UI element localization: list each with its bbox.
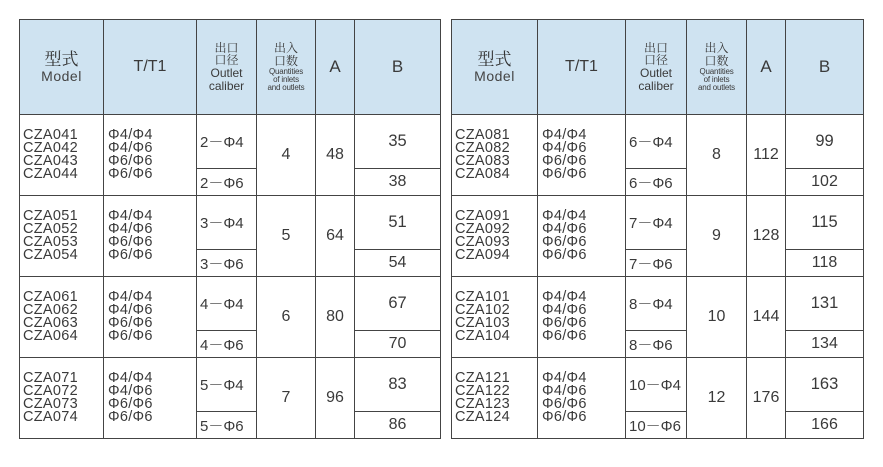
header-b: B	[355, 20, 441, 115]
model-code: CZA092	[455, 221, 510, 237]
tt-value: Φ6/Φ6	[108, 234, 153, 250]
model-code: CZA102	[455, 302, 510, 318]
quantity-cell: 5	[257, 196, 316, 277]
tt-value: Φ6/Φ6	[108, 153, 153, 169]
tt-value: Φ6/Φ6	[542, 153, 587, 169]
model-cell	[452, 115, 538, 196]
table-row	[452, 196, 864, 250]
quantity-cell: 7	[257, 358, 316, 439]
header-b: B	[786, 20, 864, 115]
tt-value: Φ6/Φ6	[542, 166, 587, 182]
outlet-caliber-cell: 4－Φ6	[197, 331, 257, 358]
model-code: CZA054	[23, 247, 78, 263]
tt-cell	[104, 358, 197, 439]
tt-value: Φ6/Φ6	[108, 409, 153, 425]
model-code: CZA103	[455, 315, 510, 331]
model-code: CZA091	[455, 208, 510, 224]
tt-value: Φ4/Φ4	[108, 370, 153, 386]
model-cell	[452, 196, 538, 277]
model-code: CZA062	[23, 302, 78, 318]
model-code: CZA044	[23, 166, 78, 182]
tt-value: Φ4/Φ6	[108, 383, 153, 399]
header-a: A	[316, 20, 355, 115]
b-cell: 118	[786, 250, 864, 277]
outlet-caliber-cell: 7－Φ4	[626, 196, 687, 250]
b-cell: 166	[786, 412, 864, 439]
model-cell	[20, 115, 104, 196]
header-quantities: 出入 口数 Quantities of inlets and outlets	[687, 20, 747, 115]
quantity-cell: 9	[687, 196, 747, 277]
b-cell: 67	[355, 277, 441, 331]
tt-value: Φ4/Φ4	[108, 208, 153, 224]
tt-value: Φ6/Φ6	[542, 234, 587, 250]
tt-value: Φ6/Φ6	[542, 328, 587, 344]
b-cell: 134	[786, 331, 864, 358]
model-code: CZA041	[23, 127, 78, 143]
model-code: CZA104	[455, 328, 510, 344]
tt-value: Φ6/Φ6	[108, 247, 153, 263]
model-code: CZA063	[23, 315, 78, 331]
header-outlet-caliber: 出口 口径 Outlet caliber	[197, 20, 257, 115]
table-row	[20, 115, 441, 169]
tt-cell	[104, 115, 197, 196]
outlet-caliber-cell: 10－Φ6	[626, 412, 687, 439]
tt-value: Φ4/Φ4	[542, 370, 587, 386]
tt-cell	[104, 196, 197, 277]
tt-cell	[538, 277, 626, 358]
quantity-cell: 4	[257, 115, 316, 196]
table-row	[452, 115, 864, 169]
tt-value: Φ4/Φ6	[108, 302, 153, 318]
tt-value: Φ6/Φ6	[542, 247, 587, 263]
model-code: CZA042	[23, 140, 78, 156]
model-code: CZA083	[455, 153, 510, 169]
tt-value: Φ4/Φ6	[108, 140, 153, 156]
a-cell: 128	[747, 196, 786, 277]
a-cell: 96	[316, 358, 355, 439]
outlet-caliber-cell: 8－Φ6	[626, 331, 687, 358]
tt-value: Φ4/Φ4	[542, 127, 587, 143]
tt-value: Φ4/Φ6	[542, 383, 587, 399]
outlet-caliber-cell: 3－Φ4	[197, 196, 257, 250]
model-cell	[452, 277, 538, 358]
a-cell: 64	[316, 196, 355, 277]
table-row	[20, 358, 441, 412]
header-model: 型式 Model	[452, 20, 538, 115]
tt-value: Φ6/Φ6	[542, 315, 587, 331]
model-code: CZA093	[455, 234, 510, 250]
tt-value: Φ4/Φ6	[542, 221, 587, 237]
outlet-caliber-cell: 5－Φ6	[197, 412, 257, 439]
tt-value: Φ6/Φ6	[542, 409, 587, 425]
header-a: A	[747, 20, 786, 115]
header-tt: T/T1	[538, 20, 626, 115]
tt-value: Φ4/Φ6	[108, 221, 153, 237]
model-code: CZA124	[455, 409, 510, 425]
outlet-caliber-cell: 7－Φ6	[626, 250, 687, 277]
b-cell: 86	[355, 412, 441, 439]
table-row	[20, 277, 441, 331]
model-code: CZA101	[455, 289, 510, 305]
table-row	[452, 277, 864, 331]
b-cell: 115	[786, 196, 864, 250]
tt-value: Φ6/Φ6	[108, 315, 153, 331]
model-code: CZA123	[455, 396, 510, 412]
model-cell	[20, 358, 104, 439]
outlet-caliber-cell: 10－Φ4	[626, 358, 687, 412]
model-code: CZA121	[455, 370, 510, 386]
b-cell: 131	[786, 277, 864, 331]
tt-value: Φ4/Φ6	[542, 140, 587, 156]
tt-cell	[104, 277, 197, 358]
outlet-caliber-cell: 2－Φ4	[197, 115, 257, 169]
model-cell	[452, 358, 538, 439]
tt-value: Φ4/Φ4	[542, 289, 587, 305]
quantity-cell: 6	[257, 277, 316, 358]
tt-cell	[538, 358, 626, 439]
b-cell: 35	[355, 115, 441, 169]
header-tt: T/T1	[104, 20, 197, 115]
outlet-caliber-cell: 6－Φ6	[626, 169, 687, 196]
tt-value: Φ4/Φ4	[542, 208, 587, 224]
model-code: CZA081	[455, 127, 510, 143]
header-model: 型式 Model	[20, 20, 104, 115]
b-cell: 70	[355, 331, 441, 358]
a-cell: 176	[747, 358, 786, 439]
model-code: CZA052	[23, 221, 78, 237]
quantity-cell: 10	[687, 277, 747, 358]
spec-table-right	[451, 19, 864, 439]
model-code: CZA072	[23, 383, 78, 399]
model-code: CZA051	[23, 208, 78, 224]
model-code: CZA094	[455, 247, 510, 263]
quantity-cell: 12	[687, 358, 747, 439]
tt-value: Φ6/Φ6	[108, 166, 153, 182]
quantity-cell: 8	[687, 115, 747, 196]
model-code: CZA043	[23, 153, 78, 169]
model-code: CZA053	[23, 234, 78, 250]
model-code: CZA082	[455, 140, 510, 156]
b-cell: 38	[355, 169, 441, 196]
table-row	[20, 196, 441, 250]
model-code: CZA122	[455, 383, 510, 399]
model-code: CZA061	[23, 289, 78, 305]
spec-table-left	[19, 19, 441, 439]
model-cell	[20, 196, 104, 277]
a-cell: 144	[747, 277, 786, 358]
a-cell: 48	[316, 115, 355, 196]
tt-value: Φ4/Φ6	[542, 302, 587, 318]
b-cell: 163	[786, 358, 864, 412]
outlet-caliber-cell: 5－Φ4	[197, 358, 257, 412]
b-cell: 51	[355, 196, 441, 250]
a-cell: 80	[316, 277, 355, 358]
outlet-caliber-cell: 3－Φ6	[197, 250, 257, 277]
header-quantities: 出入 口数 Quantities of inlets and outlets	[257, 20, 316, 115]
tt-value: Φ6/Φ6	[108, 328, 153, 344]
outlet-caliber-cell: 6－Φ4	[626, 115, 687, 169]
table-row	[452, 358, 864, 412]
tt-value: Φ4/Φ4	[108, 289, 153, 305]
tt-cell	[538, 115, 626, 196]
model-code: CZA071	[23, 370, 78, 386]
outlet-caliber-cell: 2－Φ6	[197, 169, 257, 196]
model-code: CZA064	[23, 328, 78, 344]
model-code: CZA074	[23, 409, 78, 425]
tt-cell	[538, 196, 626, 277]
b-cell: 54	[355, 250, 441, 277]
a-cell: 112	[747, 115, 786, 196]
tt-value: Φ6/Φ6	[108, 396, 153, 412]
outlet-caliber-cell: 8－Φ4	[626, 277, 687, 331]
b-cell: 99	[786, 115, 864, 169]
model-code: CZA084	[455, 166, 510, 182]
model-cell	[20, 277, 104, 358]
outlet-caliber-cell: 4－Φ4	[197, 277, 257, 331]
b-cell: 83	[355, 358, 441, 412]
tt-value: Φ6/Φ6	[542, 396, 587, 412]
header-outlet-caliber: 出口 口径 Outlet caliber	[626, 20, 687, 115]
tt-value: Φ4/Φ4	[108, 127, 153, 143]
b-cell: 102	[786, 169, 864, 196]
model-code: CZA073	[23, 396, 78, 412]
